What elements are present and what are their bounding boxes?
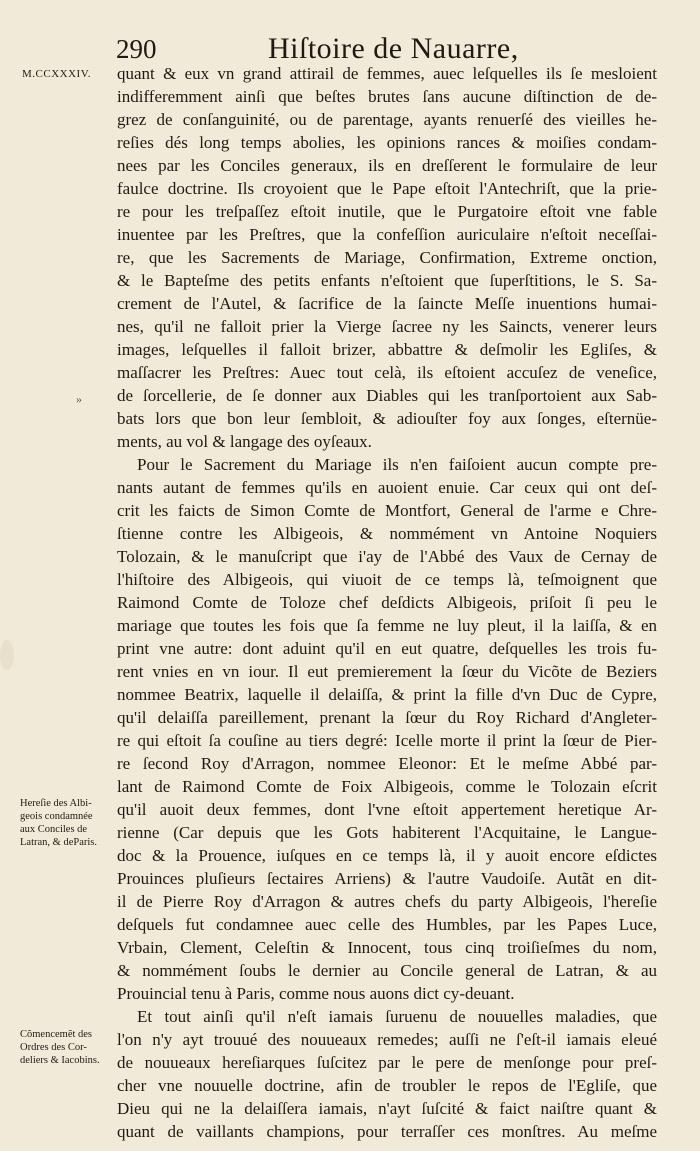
text-line: images, leſquelles il falloit brizer, abbattre & deſmolir les Egliſes, &: [117, 340, 657, 359]
text-line: quant & eux vn grand attirail de femmes, auec leſquelles ils ſe mesloient: [117, 64, 657, 83]
text-line: grez de conſanguinité, ou de parentage, ayants renuerſé des vieilles he-: [117, 110, 657, 129]
text-line: nees par les Conciles generaux, ils en dreſſerent le formulaire de leur: [117, 156, 657, 175]
page-number: 290: [116, 34, 157, 64]
text-line: bats lors que bon leur ſembloit, & adiouſter foy aux ſonges, eſternüe-: [117, 409, 657, 428]
text-line: mariage que toutes les fois que ſa femme ne luy pleut, il la laiſſa, & en: [117, 616, 657, 635]
text-line: Prouincial tenu à Paris, comme nous auons dict cy-deuant.: [117, 984, 515, 1003]
marginal-mark: »: [76, 392, 82, 406]
text-line: inuentee par les Preſtres, que la confeſſion auriculaire n'eſtoit neceſſai-: [117, 225, 657, 244]
text-line: Vrbain, Clement, Celeſtin & Innocent, tous cinq troiſieſmes du nom,: [117, 938, 657, 957]
text-line: indifferemment ainſi que beſtes brutes ſans aucune diſtinction de de-: [117, 87, 657, 106]
text-line: qu'il delaiſſa pareillement, prenant la ſœur du Roy Richard d'Angleter-: [117, 708, 657, 727]
text-line: Pour le Sacrement du Mariage ils n'en faiſoient aucun compte pre-: [137, 455, 657, 474]
text-line: il de Pierre Roy d'Arragon & autres chefs du party Albigeois, l'hereſie: [117, 892, 657, 911]
margin-note-line: Cõmencemẽt des: [20, 1029, 93, 1040]
text-line: nes, qu'il ne falloit prier la Vierge ſacree ny les Saincts, venerer leurs: [117, 317, 657, 336]
text-line: nommee Beatrix, laquelle il delaiſſa, & print la fille d'vn Duc de Cypre,: [117, 685, 657, 704]
margin-note-line: aux Conciles de: [20, 824, 88, 835]
running-head: [0, 18, 700, 68]
text-line: l'on n'y ayt trouué des nouueaux remedes; auſſi ne ſ'eſt-il iamais eleué: [117, 1030, 657, 1049]
text-line: re, que les Sacrements de Mariage, Confirmation, Extreme onction,: [117, 248, 657, 267]
text-line: & nommément ſoubs le dernier au Concile general de Latran, & au: [117, 961, 657, 980]
paper-stain: [0, 640, 14, 670]
text-line: lant de Raimond Comte de Foix Albigeois, comme le Tolozain eſcrit: [117, 777, 657, 796]
text-line: faulce doctrine. Ils croyoient que le Pape eſtoit l'Antechriſt, que la prie-: [117, 179, 657, 198]
year-marker: M.CCXXXIV.: [22, 68, 91, 80]
text-line: re qui eſtoit ſa couſine au tiers degré: Icelle morte il print la ſœur de Pier-: [117, 731, 657, 750]
text-line: Dieu qui ne la delaiſſera iamais, n'ayt ſuſcité & faict naiſtre quant &: [117, 1099, 657, 1118]
text-line: Raimond Comte de Toloze chef deſdicts Albigeois, priſoit ſi peu le: [117, 593, 657, 612]
running-title: Hiſtoire de Nauarre,: [268, 32, 519, 65]
text-line: crit les faicts de Simon Comte de Montfort, General de l'arme e Chre-: [117, 501, 657, 520]
text-line: quant de vaillants champions, pour terraſſer ces monſtres. Au meſme: [117, 1122, 657, 1141]
text-line: Et tout ainſi qu'il n'eſt iamais ſuruenu de nouuelles maladies, que: [137, 1007, 657, 1026]
text-line: re ſecond Roy d'Arragon, nommee Eleonor: Et le meſme Abbé par-: [117, 754, 657, 773]
text-line: l'hiſtoire des Albigeois, qui viuoit de ce temps là, teſmoignent que: [117, 570, 657, 589]
text-line: de ſorcellerie, de ſe donner aux Diables qui les tranſportoient aux Sab-: [117, 386, 657, 405]
margin-note-line: Latran, & deParis.: [20, 837, 97, 848]
margin-note-line: geois condamnée: [20, 811, 93, 822]
text-line: Prouinces pluſieurs ſectaires Arriens) & l'autre Vaudoiſe. Autãt en dit-: [117, 869, 657, 888]
main-text: [117, 62, 657, 1143]
margin-note-line: Ordres des Cor-: [20, 1042, 87, 1053]
margin-note-heresy: [20, 797, 114, 849]
text-line: de nouueaux hereſiarques ſuſcitez par le pere de menſonge pour preſ-: [117, 1053, 657, 1072]
text-line: cher vne nouuelle doctrine, afin de troubler le repos de l'Egliſe, que: [117, 1076, 657, 1095]
text-line: qu'il auoit deux femmes, dont l'vne eſtoit appertement heretique Ar-: [117, 800, 657, 819]
margin-note-line: Hereſie des Albi-: [20, 798, 92, 809]
text-line: rent vnies en vn iour. Il eut premierement la ſœur du Vicõte de Beziers: [117, 662, 657, 681]
text-line: ments, au vol & langage des oyſeaux.: [117, 432, 372, 451]
text-line: nants autant de femmes qu'ils en auoient enuie. Car ceux qui ont deſ-: [117, 478, 657, 497]
text-line: crement de l'Autel, & ſacrifice de la ſaincte Meſſe inuentions humai-: [117, 294, 657, 313]
text-line: maſſacrer les Preſtres: Auec tout celà, ils eſtoient accuſez de veneſice,: [117, 363, 657, 382]
text-line: rienne (Car depuis que les Gots habiterent l'Acquitaine, le Langue-: [117, 823, 657, 842]
text-line: print vne autre: dont aduint qu'il en eut quatre, deſquelles les trois fu-: [117, 639, 657, 658]
text-line: deſquels fut condamnee auec celle des Humbles, par les Papes Luce,: [117, 915, 657, 934]
text-line: Tolozain, & le manuſcript que i'ay de l'Abbé des Vaux de Cernay de: [117, 547, 657, 566]
margin-note-orders: [20, 1028, 114, 1067]
text-line: doc & la Prouence, iuſques en ce temps là, il y auoit encore eſdictes: [117, 846, 657, 865]
text-line: reſies dés long temps abolies, les opinions rances & moiſies condam-: [117, 133, 657, 152]
text-line: & le Bapteſme des petits enfants n'eſtoient que ſuperſtitions, le S. Sa-: [117, 271, 657, 290]
text-line: re pour les treſpaſſez eſtoit inutile, que le Purgatoire eſtoit vne fable: [117, 202, 657, 221]
text-line: ſtienne contre les Albigeois, & nommément vn Antoine Noquiers: [117, 524, 657, 543]
margin-note-line: deliers & Iacobins.: [20, 1055, 100, 1066]
